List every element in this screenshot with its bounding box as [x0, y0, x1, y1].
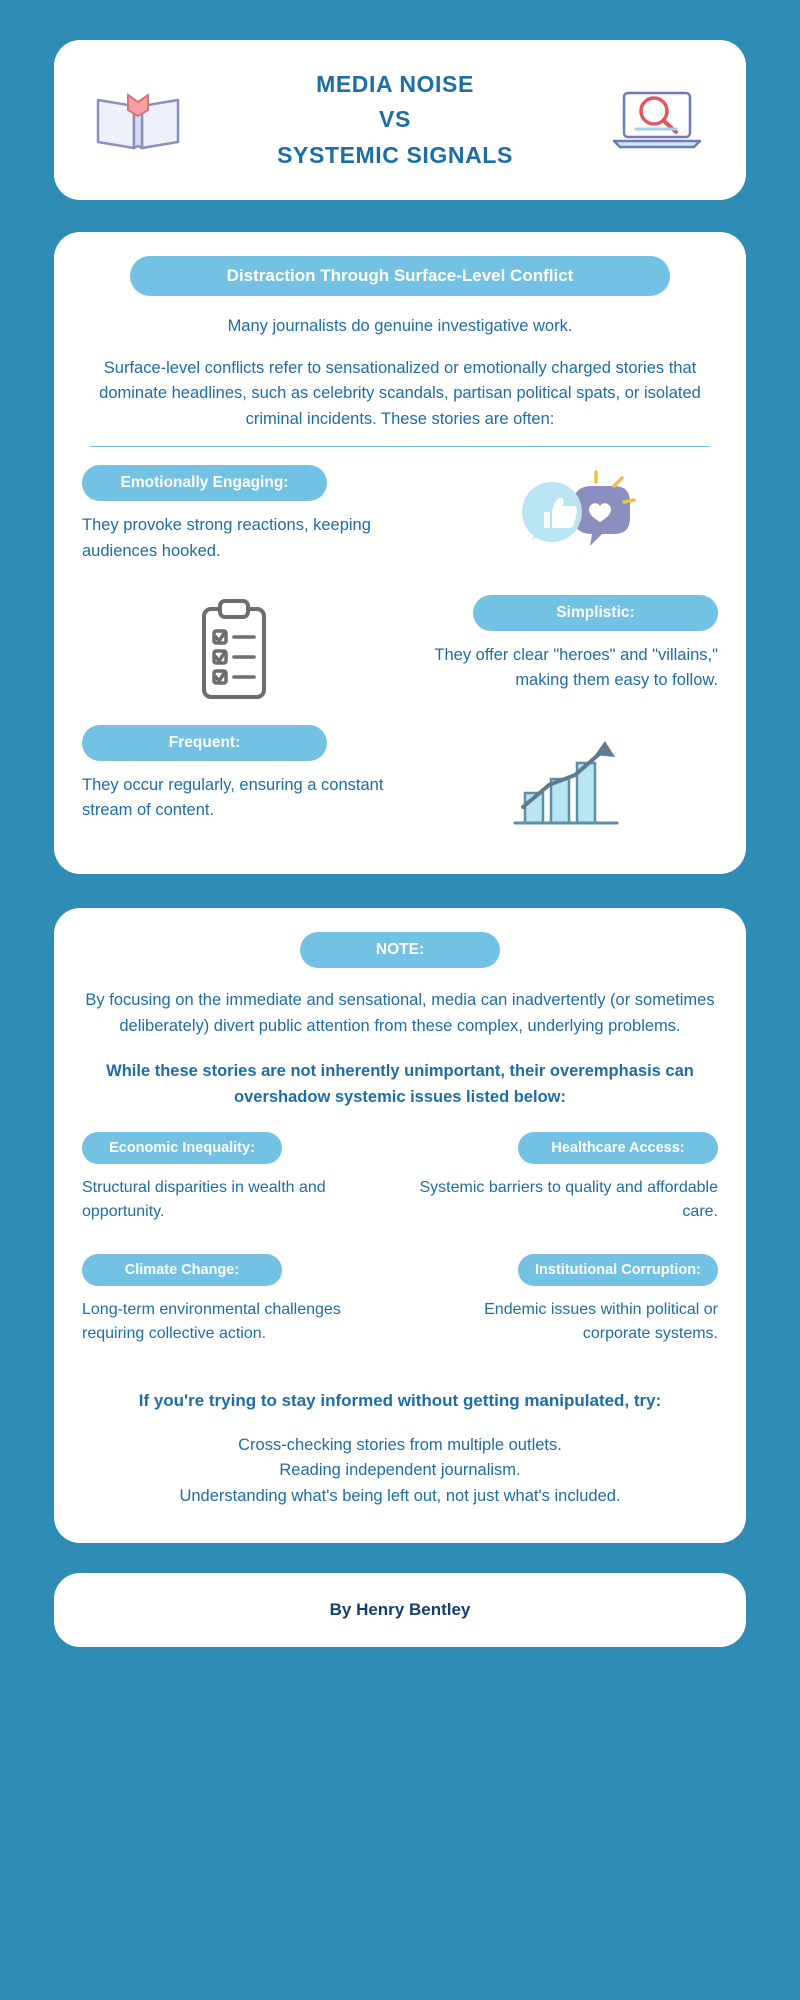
header-card	[54, 40, 746, 200]
bar-chart-growth-icon	[414, 725, 718, 841]
distraction-section	[54, 232, 746, 874]
page-title	[188, 67, 602, 174]
item-text: They occur regularly, ensuring a constant stream of content.	[82, 775, 384, 820]
item-simplistic	[414, 595, 718, 711]
distraction-intro-1: Many journalists do genuine investigative work.	[227, 317, 573, 335]
tip-1: Cross-checking stories from multiple outlets.	[238, 1435, 562, 1454]
note-section	[54, 908, 746, 1543]
issue-economic-inequality	[82, 1132, 386, 1240]
tip-2: Reading independent journalism.	[279, 1461, 521, 1480]
title-line-1: MEDIA NOISE	[316, 70, 474, 97]
divider	[90, 446, 710, 447]
item-row-1	[82, 465, 718, 581]
byline: By Henry Bentley	[329, 1600, 471, 1620]
item-frequent	[82, 725, 386, 841]
title-line-2: VS	[379, 106, 411, 133]
issue-text: Structural disparities in wealth and opportunity.	[82, 1179, 326, 1221]
issue-healthcare-access	[414, 1132, 718, 1240]
issue-label: Institutional Corruption:	[518, 1254, 718, 1286]
item-row-3	[82, 725, 718, 841]
issue-label: Healthcare Access:	[518, 1132, 718, 1164]
item-label: Simplistic:	[473, 595, 718, 631]
issues-row-1	[82, 1132, 718, 1240]
issues-row-2	[82, 1254, 718, 1362]
issue-institutional-corruption	[414, 1254, 718, 1362]
open-book-icon	[88, 86, 188, 154]
thumbs-up-heart-chat-icon	[414, 465, 718, 581]
item-emotionally-engaging	[82, 465, 386, 581]
item-row-2	[82, 595, 718, 711]
call-to-action: If you're trying to stay informed without getting manipulated, try:	[138, 1391, 662, 1411]
issue-label: Climate Change:	[82, 1254, 282, 1286]
issue-climate-change	[82, 1254, 386, 1362]
distraction-heading: Distraction Through Surface-Level Conflict	[130, 256, 670, 296]
item-text: They provoke strong reactions, keeping audiences hooked.	[82, 516, 371, 560]
tip-3: Understanding what's being left out, not just what's included.	[179, 1486, 621, 1505]
note-paragraph-2: While these stories are not inherently unimportant, their overemphasis can overshadow systemic issues listed below:	[106, 1062, 694, 1106]
note-heading: NOTE:	[300, 932, 500, 968]
issue-text: Systemic barriers to quality and affordable care.	[419, 1179, 718, 1221]
clipboard-checklist-icon	[82, 595, 386, 711]
item-text: They offer clear "heroes" and "villains," making them easy to follow.	[434, 645, 718, 690]
issue-label: Economic Inequality:	[82, 1132, 282, 1164]
tips-list	[82, 1433, 718, 1510]
issue-text: Endemic issues within political or corporate systems.	[484, 1301, 718, 1343]
item-label: Frequent:	[82, 725, 327, 761]
distraction-intro-2: Surface-level conflicts refer to sensationalized or emotionally charged stories that dominate headlines, such as celebrity scandals, partisan political spats, or isolated criminal incidents. These stories are often:	[99, 358, 701, 428]
issue-text: Long-term environmental challenges requiring collective action.	[82, 1301, 341, 1343]
title-line-3: SYSTEMIC SIGNALS	[277, 141, 513, 168]
item-label: Emotionally Engaging:	[82, 465, 327, 501]
footer-card	[54, 1573, 746, 1647]
laptop-search-icon	[602, 85, 712, 155]
note-paragraph-1: By focusing on the immediate and sensational, media can inadvertently (or sometimes deliberately) divert public attention from these complex, underlying problems.	[85, 991, 715, 1035]
